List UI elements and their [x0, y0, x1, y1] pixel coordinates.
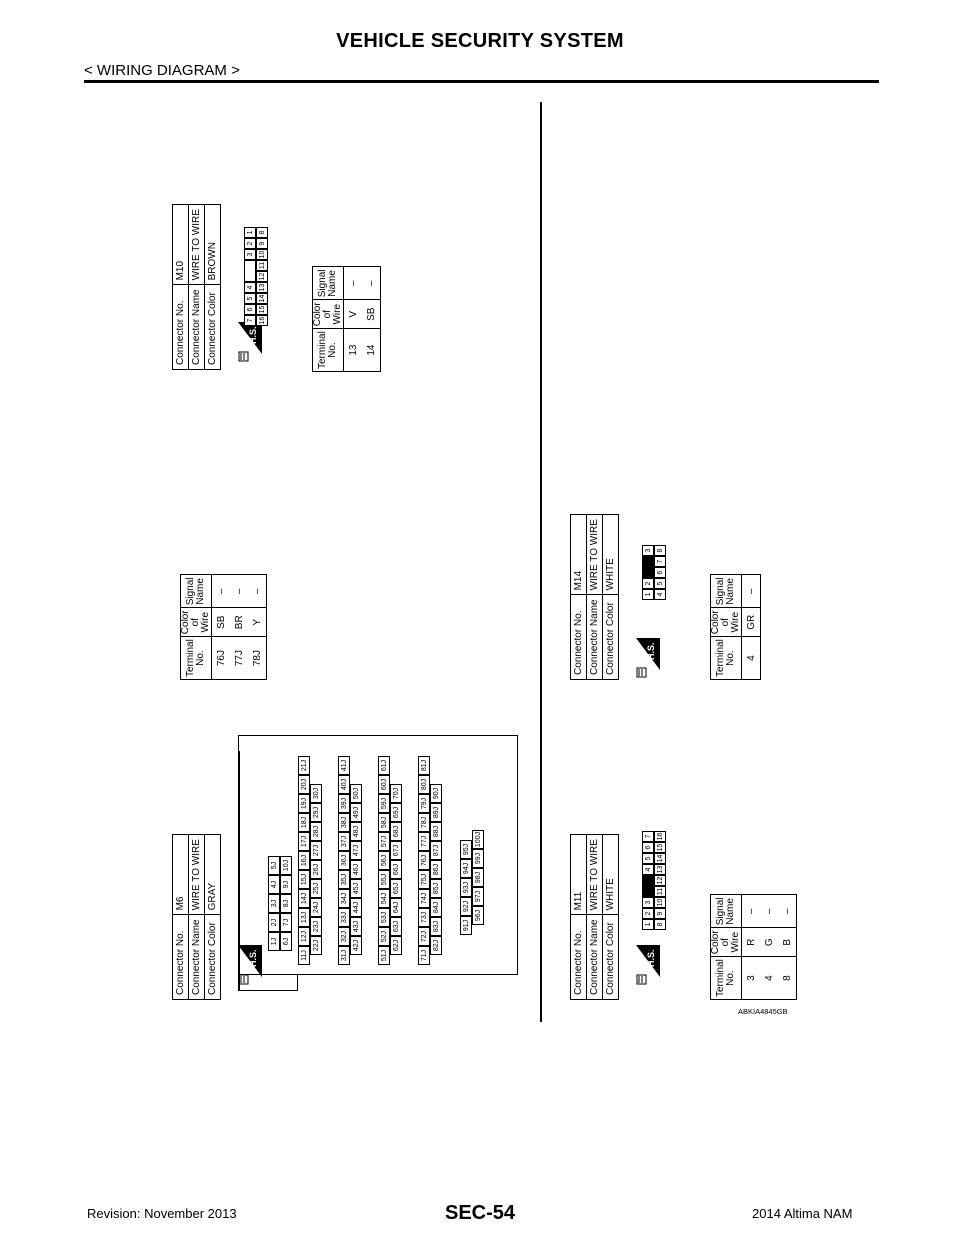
connector-pin: 7 — [654, 556, 666, 567]
connector-pin: 27J — [310, 841, 322, 860]
connector-pin: 67J — [390, 841, 402, 860]
connector-pin: 8J — [280, 894, 292, 913]
connector-pin: 4 — [244, 282, 256, 293]
m10-info-table: Connector No. M10 Connector Name WIRE TO WIRE Connector Color BROWN — [172, 204, 221, 370]
connector-pin: 15 — [654, 842, 666, 853]
connector-pin: 31J — [338, 946, 350, 965]
connector-pin: 26J — [310, 860, 322, 879]
connector-pin: 87J — [430, 841, 442, 860]
connector-pin: 38J — [338, 813, 350, 832]
connector-pin: 48J — [350, 822, 362, 841]
connector-pin: 11J — [298, 946, 310, 965]
table-row: 8 B – — [778, 895, 797, 1000]
connector-pin: 73J — [418, 908, 430, 927]
connector-pin: 8 — [256, 227, 268, 238]
connector-pin: 2 — [642, 578, 654, 589]
connector-pin: 1 — [642, 919, 654, 930]
connector-pin: 3 — [244, 249, 256, 260]
connector-pin: 41J — [338, 756, 350, 775]
connector-pin: 16 — [256, 315, 268, 326]
connector-pin: 74J — [418, 889, 430, 908]
m10-connector-no: M10 — [173, 205, 189, 285]
connector-pin: 33J — [338, 908, 350, 927]
connector-pin: 50J — [350, 784, 362, 803]
table-row: 4 G – — [760, 895, 778, 1000]
hs-label: H.S. — [646, 949, 656, 967]
hs-label: H.S. — [248, 949, 258, 967]
footer-model: 2014 Altima NAM — [752, 1206, 853, 1221]
connector-pin: 28J — [310, 822, 322, 841]
connector-pin: 21J — [298, 756, 310, 775]
connector-pin: 3J — [268, 894, 280, 913]
connector-pin: 61J — [378, 756, 390, 775]
connector-pin: 98J — [472, 868, 484, 887]
connector-pin: 35J — [338, 870, 350, 889]
connector-pin: 89J — [430, 803, 442, 822]
connector-pin: 10 — [256, 249, 268, 260]
connector-pin: 5 — [642, 853, 654, 864]
connector-pin: 58J — [378, 813, 390, 832]
column-divider — [540, 102, 542, 1022]
table-row: 14 SB – — [362, 267, 381, 372]
connector-pin: 14 — [256, 293, 268, 304]
footer-revision: Revision: November 2013 — [87, 1206, 237, 1221]
connector-pin: 66J — [390, 860, 402, 879]
connector-pin: 34J — [338, 889, 350, 908]
table-row: 4 GR – — [742, 575, 761, 680]
connector-pin: 60J — [378, 775, 390, 794]
connector-pin: 9 — [654, 908, 666, 919]
connector-pin: 80J — [418, 775, 430, 794]
connector-pin: 7 — [642, 831, 654, 842]
connector-pin: 2 — [244, 238, 256, 249]
connector-pin: 30J — [310, 784, 322, 803]
connector-pin: 47J — [350, 841, 362, 860]
connector-pin: 88J — [430, 822, 442, 841]
header-rule — [84, 80, 879, 83]
connector-pin: 3 — [642, 897, 654, 908]
connector-pin: 94J — [460, 859, 472, 878]
connector-pin: 70J — [390, 784, 402, 803]
connector-pin: 81J — [418, 756, 430, 775]
connector-pin: 93J — [460, 878, 472, 897]
m6-connector-name: WIRE TO WIRE — [189, 835, 205, 915]
connector-pin: 91J — [460, 916, 472, 935]
connector-pin: 68J — [390, 822, 402, 841]
page-subtitle: < WIRING DIAGRAM > — [84, 62, 240, 79]
connector-pin: 14J — [298, 889, 310, 908]
connector-pin: 11 — [256, 260, 268, 271]
connector-pin: 39J — [338, 794, 350, 813]
connector-pin: 3 — [642, 545, 654, 556]
connector-pin: 79J — [418, 794, 430, 813]
connector-pin: 52J — [378, 927, 390, 946]
footer-page-number: SEC-54 — [444, 1202, 516, 1224]
connector-pin: 7 — [244, 315, 256, 326]
connector-pin: 4 — [654, 589, 666, 600]
connector-pin: 18J — [298, 813, 310, 832]
m11-connector-no: M11 — [571, 835, 587, 915]
connector-pin: 62J — [390, 936, 402, 955]
connector-pin: 7J — [280, 913, 292, 932]
m14-connector-color: WHITE — [603, 515, 619, 595]
connector-pin: 20J — [298, 775, 310, 794]
connector-pin: 6 — [244, 304, 256, 315]
connector-pin: 2J — [268, 913, 280, 932]
connector-pin: 22J — [310, 936, 322, 955]
connector-pin: 64J — [390, 898, 402, 917]
connector-pin: 32J — [338, 927, 350, 946]
figure-code: ABKIA4845GB — [738, 1007, 788, 1016]
connector-pin: 16J — [298, 851, 310, 870]
connector-pin: 17J — [298, 832, 310, 851]
connector-pin: 6J — [280, 932, 292, 951]
connector-pin: 1J — [268, 932, 280, 951]
table-row: 13 V – — [344, 267, 363, 372]
m6-connector-color: GRAY — [205, 835, 221, 915]
connector-pin: 95J — [460, 840, 472, 859]
m11-connector-name: WIRE TO WIRE — [587, 835, 603, 915]
connector-pin: 76J — [418, 851, 430, 870]
connector-pin: 12 — [256, 271, 268, 282]
connector-pin: 69J — [390, 803, 402, 822]
m14-connector-name: WIRE TO WIRE — [587, 515, 603, 595]
connector-pin: 63J — [390, 917, 402, 936]
connector-pin: 97J — [472, 887, 484, 906]
connector-pin: 82J — [430, 936, 442, 955]
connector-pin: 19J — [298, 794, 310, 813]
connector-pin: 15J — [298, 870, 310, 889]
connector-pin: 12 — [654, 875, 666, 886]
table-row: 77J BR – — [230, 575, 248, 680]
connector-pin: 1 — [642, 589, 654, 600]
connector-pin: 9J — [280, 875, 292, 894]
connector-pin: 53J — [378, 908, 390, 927]
m11-terminal-table: Terminal No. Color of Wire Signal Name 3 R – 4 G – 8 B – — [710, 894, 797, 1000]
connector-pin: 86J — [430, 860, 442, 879]
connector-pin: 44J — [350, 898, 362, 917]
connector-pin: 59J — [378, 794, 390, 813]
connector-pin: 1 — [244, 227, 256, 238]
connector-pin: 4 — [642, 864, 654, 875]
connector-pin: 15 — [256, 304, 268, 315]
connector-pin: 23J — [310, 917, 322, 936]
connector-pin: 49J — [350, 803, 362, 822]
m10-terminal-table: Terminal No. Color of Wire Signal Name 13 V – 14 SB – — [312, 266, 381, 372]
connector-pin: 5 — [654, 578, 666, 589]
m6-terminal-table: Terminal No. Color of Wire Signal Name 76J SB – 77J BR – 78J Y – — [180, 574, 267, 680]
connector-pin: 8 — [654, 545, 666, 556]
connector-pin: 92J — [460, 897, 472, 916]
connector-pin: 40J — [338, 775, 350, 794]
connector-pin: 16 — [654, 831, 666, 842]
connector-pin: 84J — [430, 898, 442, 917]
connector-pin: 24J — [310, 898, 322, 917]
connector-pin: 25J — [310, 879, 322, 898]
hs-label: H.S. — [248, 326, 258, 344]
connector-pin: 57J — [378, 832, 390, 851]
m10-connector-color: BROWN — [205, 205, 221, 285]
connector-pin: 96J — [472, 906, 484, 925]
connector-pin: 43J — [350, 917, 362, 936]
connector-pin: 4J — [268, 875, 280, 894]
connector-pin: 72J — [418, 927, 430, 946]
m11-connector-color: WHITE — [603, 835, 619, 915]
connector-pin: 6 — [654, 567, 666, 578]
connector-pin: 55J — [378, 870, 390, 889]
connector-pin: 36J — [338, 851, 350, 870]
table-row: 3 R – — [742, 895, 761, 1000]
connector-pin: 13J — [298, 908, 310, 927]
connector-pin: 45J — [350, 879, 362, 898]
pin-key-block — [642, 556, 654, 578]
connector-pin: 6 — [642, 842, 654, 853]
connector-pin: 71J — [418, 946, 430, 965]
pin-key-slot — [244, 260, 256, 282]
connector-pin: 100J — [472, 830, 484, 849]
connector-pin: 83J — [430, 917, 442, 936]
pin-key-block — [642, 875, 654, 897]
connector-pin: 99J — [472, 849, 484, 868]
m14-info-table: Connector No. M14 Connector Name WIRE TO WIRE Connector Color WHITE — [570, 514, 619, 680]
m14-terminal-table: Terminal No. Color of Wire Signal Name 4 GR – — [710, 574, 761, 680]
connector-pin: 29J — [310, 803, 322, 822]
connector-pin: 10 — [654, 897, 666, 908]
connector-pin: 8 — [654, 919, 666, 930]
m14-connector-no: M14 — [571, 515, 587, 595]
connector-pin: 56J — [378, 851, 390, 870]
m6-connector-no: M6 — [173, 835, 189, 915]
connector-pin: 13 — [256, 282, 268, 293]
connector-pin: 9 — [256, 238, 268, 249]
connector-pin: 12J — [298, 927, 310, 946]
hs-label: H.S. — [646, 642, 656, 660]
connector-pin: 77J — [418, 832, 430, 851]
connector-pin: 11 — [654, 886, 666, 897]
connector-pin: 75J — [418, 870, 430, 889]
page-title: VEHICLE SECURITY SYSTEM — [336, 30, 624, 52]
table-row: 76J SB – — [212, 575, 231, 680]
connector-pin: 54J — [378, 889, 390, 908]
connector-pin: 5J — [268, 856, 280, 875]
connector-pin: 78J — [418, 813, 430, 832]
connector-pin: 37J — [338, 832, 350, 851]
connector-pin: 14 — [654, 853, 666, 864]
m10-connector-name: WIRE TO WIRE — [189, 205, 205, 285]
connector-pin: 65J — [390, 879, 402, 898]
connector-pin: 2 — [642, 908, 654, 919]
connector-pin: 42J — [350, 936, 362, 955]
connector-pin: 51J — [378, 946, 390, 965]
table-row: 78J Y – — [248, 575, 267, 680]
m11-info-table: Connector No. M11 Connector Name WIRE TO WIRE Connector Color WHITE — [570, 834, 619, 1000]
m6-info-table: Connector No. M6 Connector Name WIRE TO WIRE Connector Color GRAY — [172, 834, 221, 1000]
connector-pin: 5 — [244, 293, 256, 304]
connector-pin: 90J — [430, 784, 442, 803]
connector-pin: 46J — [350, 860, 362, 879]
connector-pin: 85J — [430, 879, 442, 898]
connector-pin: 10J — [280, 856, 292, 875]
connector-pin: 13 — [654, 864, 666, 875]
